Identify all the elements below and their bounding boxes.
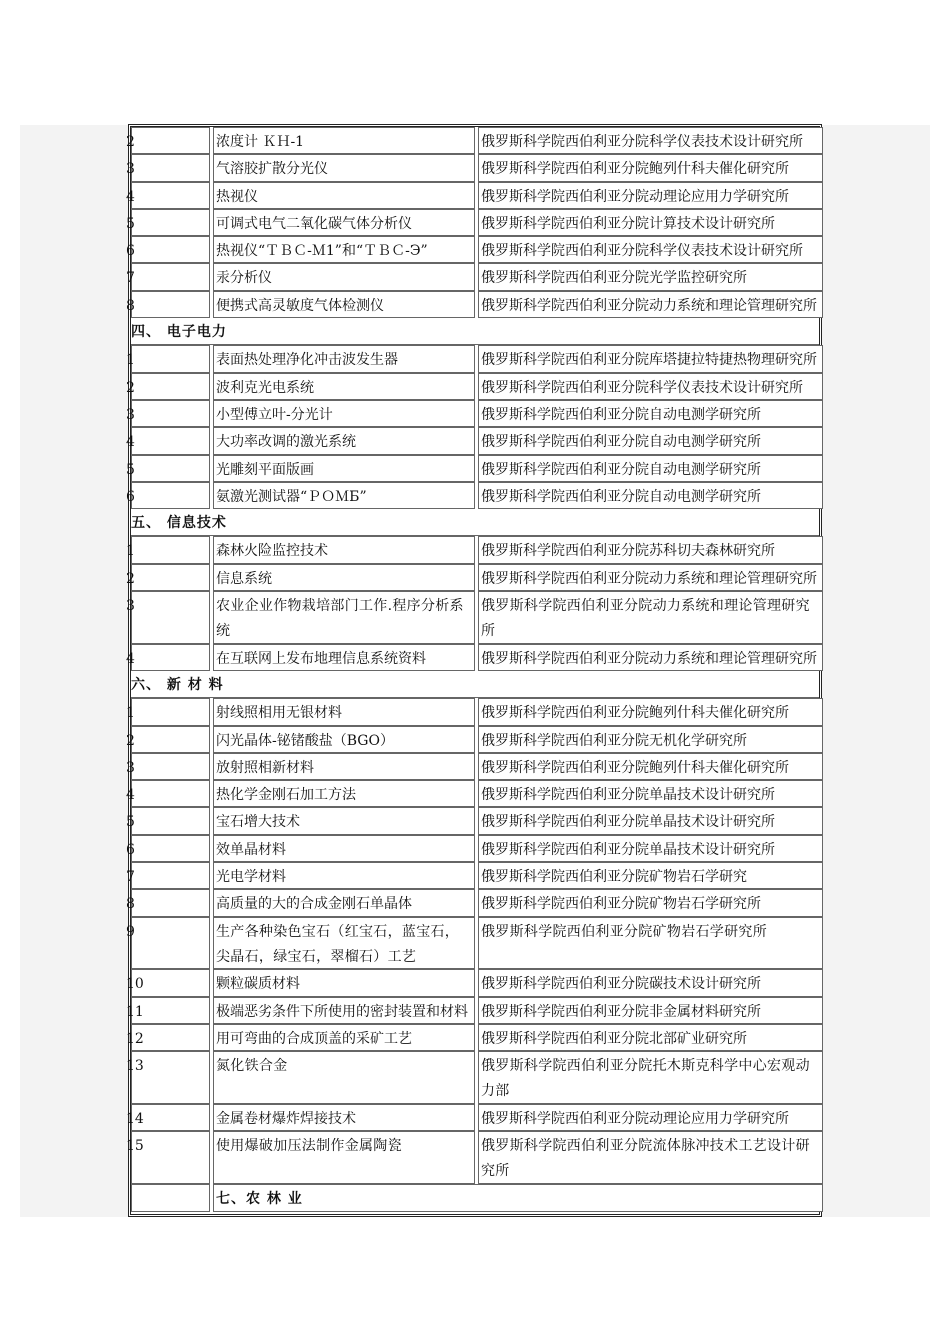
table-row	[126, 862, 819, 889]
document-table	[128, 124, 822, 1217]
institute-cell: 俄罗斯科学院西伯利亚分院北部矿业研究所	[478, 1024, 823, 1051]
row-number-cell: 7	[131, 862, 210, 889]
table-row	[126, 1104, 819, 1131]
institute-cell: 俄罗斯科学院西伯利亚分院动力系统和理论管理研究所	[478, 591, 823, 644]
row-number-cell: 1	[131, 345, 210, 372]
institute-cell: 俄罗斯科学院西伯利亚分院科学仪表技术设计研究所	[478, 236, 823, 263]
table-row	[126, 427, 819, 454]
institute-cell: 俄罗斯科学院西伯利亚分院鲍列什科夫催化研究所	[478, 154, 823, 181]
table-row	[126, 127, 819, 154]
row-number-cell: 3	[131, 591, 210, 644]
section-header-row	[131, 671, 819, 698]
institute-cell: 俄罗斯科学院西伯利亚分院自动电测学研究所	[478, 427, 823, 454]
row-number-cell: 4	[131, 427, 210, 454]
item-name-cell: 极端恶劣条件下所使用的密封装置和材料	[213, 997, 475, 1024]
row-number-cell: 4	[131, 644, 210, 671]
table-row	[126, 835, 819, 862]
section-title: 四、 电子电力	[131, 318, 819, 345]
table-row	[126, 889, 819, 916]
row-number-cell: 8	[131, 291, 210, 318]
item-name-cell: 效单晶材料	[213, 835, 475, 862]
section-title: 五、 信息技术	[131, 509, 819, 536]
item-name-cell: 热视仪“ＴＢＣ-Ｍ1”和“ＴＢＣ-Э”	[213, 236, 475, 263]
institute-cell: 俄罗斯科学院西伯利亚分院光学监控研究所	[478, 263, 823, 290]
item-name-cell: 可调式电气二氧化碳气体分析仪	[213, 209, 475, 236]
institute-cell: 俄罗斯科学院西伯利亚分院动力系统和理论管理研究所	[478, 564, 823, 591]
row-number-cell: 1	[131, 698, 210, 725]
row-number-cell: 5	[131, 455, 210, 482]
table-row	[126, 753, 819, 780]
row-number-cell: 13	[131, 1051, 210, 1104]
row-number-cell: 6	[131, 236, 210, 263]
item-name-cell: 在互联网上发布地理信息系统资料	[213, 644, 475, 671]
item-name-cell: 宝石增大技术	[213, 807, 475, 834]
table-row	[126, 564, 819, 591]
item-name-cell: 光电学材料	[213, 862, 475, 889]
table-row	[126, 1131, 819, 1184]
item-name-cell: 射线照相用无银材料	[213, 698, 475, 725]
row-number-cell: 5	[131, 807, 210, 834]
item-name-cell: 大功率改调的激光系统	[213, 427, 475, 454]
item-name-cell: 高质量的大的合成金刚石单晶体	[213, 889, 475, 916]
section-title: 六、 新 材 料	[131, 671, 819, 698]
table-row	[126, 455, 819, 482]
row-number-cell: 10	[131, 969, 210, 996]
institute-cell: 俄罗斯科学院西伯利亚分院科学仪表技术设计研究所	[478, 373, 823, 400]
item-name-cell: 颗粒碳质材料	[213, 969, 475, 996]
institute-cell: 俄罗斯科学院西伯利亚分院鲍列什科夫催化研究所	[478, 698, 823, 725]
item-name-cell: 生产各种染色宝石（红宝石，蓝宝石，尖晶石，绿宝石，翠榴石）工艺	[213, 917, 475, 970]
institute-cell: 俄罗斯科学院西伯利亚分院矿物岩石学研究所	[478, 889, 823, 916]
table-row	[126, 482, 819, 509]
row-number-cell: 9	[131, 917, 210, 970]
item-name-cell: 气溶胶扩散分光仪	[213, 154, 475, 181]
institute-cell: 俄罗斯科学院西伯利亚分院矿物岩石学研究所	[478, 917, 823, 970]
item-name-cell: 便携式高灵敏度气体检测仪	[213, 291, 475, 318]
row-number-cell: 2	[131, 127, 210, 154]
institute-cell: 俄罗斯科学院西伯利亚分院单晶技术设计研究所	[478, 835, 823, 862]
table-row	[126, 182, 819, 209]
item-name-cell: 热视仪	[213, 182, 475, 209]
row-number-cell: 14	[131, 1104, 210, 1131]
institute-cell: 俄罗斯科学院西伯利亚分院自动电测学研究所	[478, 482, 823, 509]
item-name-cell: 波利克光电系统	[213, 373, 475, 400]
section-header-row	[131, 1184, 819, 1212]
institute-cell: 俄罗斯科学院西伯利亚分院单晶技术设计研究所	[478, 780, 823, 807]
row-number-cell: 7	[131, 263, 210, 290]
table-row	[126, 291, 819, 318]
row-number-cell: 3	[131, 753, 210, 780]
row-number-cell: 4	[131, 780, 210, 807]
item-name-cell: 闪光晶体-铋锗酸盐（BGO）	[213, 726, 475, 753]
item-name-cell: 表面热处理净化冲击波发生器	[213, 345, 475, 372]
row-number-cell: 15	[131, 1131, 210, 1184]
table-row	[126, 780, 819, 807]
section-header-row	[131, 509, 819, 536]
institute-cell: 俄罗斯科学院西伯利亚分院库塔捷拉特捷热物理研究所	[478, 345, 823, 372]
table-row	[126, 807, 819, 834]
institute-cell: 俄罗斯科学院西伯利亚分院苏科切夫森林研究所	[478, 536, 823, 563]
institute-cell: 俄罗斯科学院西伯利亚分院自动电测学研究所	[478, 455, 823, 482]
row-number-cell: 2	[131, 373, 210, 400]
table-row	[126, 236, 819, 263]
section-header-row	[131, 318, 819, 345]
item-name-cell: 森林火险监控技术	[213, 536, 475, 563]
table-row	[126, 345, 819, 372]
institute-cell: 俄罗斯科学院西伯利亚分院动理论应用力学研究所	[478, 1104, 823, 1131]
item-name-cell: 放射照相新材料	[213, 753, 475, 780]
row-number-cell: 3	[131, 400, 210, 427]
table-row	[126, 726, 819, 753]
row-number-cell: 2	[131, 564, 210, 591]
row-number-cell	[131, 1184, 210, 1212]
item-name-cell: 信息系统	[213, 564, 475, 591]
institute-cell: 俄罗斯科学院西伯利亚分院无机化学研究所	[478, 726, 823, 753]
row-number-cell: 12	[131, 1024, 210, 1051]
table-row	[126, 536, 819, 563]
row-number-cell: 8	[131, 889, 210, 916]
row-number-cell: 4	[131, 182, 210, 209]
item-name-cell: 金属卷材爆炸焊接技术	[213, 1104, 475, 1131]
table-row	[126, 917, 819, 970]
item-name-cell: 浓度计 ＫＨ-1	[213, 127, 475, 154]
table-row	[126, 969, 819, 996]
table-row	[126, 373, 819, 400]
institute-cell: 俄罗斯科学院西伯利亚分院动力系统和理论管理研究所	[478, 291, 823, 318]
item-name-cell: 氨激光测试器“ＰＯＭБ”	[213, 482, 475, 509]
row-number-cell: 5	[131, 209, 210, 236]
section-title: 七、农 林 业	[213, 1184, 823, 1212]
institute-cell: 俄罗斯科学院西伯利亚分院非金属材料研究所	[478, 997, 823, 1024]
item-name-cell: 氮化铁合金	[213, 1051, 475, 1104]
item-name-cell: 小型傅立叶-分光计	[213, 400, 475, 427]
table-row	[126, 698, 819, 725]
table-row	[126, 997, 819, 1024]
institute-cell: 俄罗斯科学院西伯利亚分院自动电测学研究所	[478, 400, 823, 427]
table-row	[126, 400, 819, 427]
table-row	[126, 154, 819, 181]
institute-cell: 俄罗斯科学院西伯利亚分院鲍列什科夫催化研究所	[478, 753, 823, 780]
item-name-cell: 光雕刻平面版画	[213, 455, 475, 482]
institute-cell: 俄罗斯科学院西伯利亚分院碳技术设计研究所	[478, 969, 823, 996]
table-row	[126, 263, 819, 290]
row-number-cell: 6	[131, 835, 210, 862]
item-name-cell: 农业企业作物栽培部门工作.程序分析系统	[213, 591, 475, 644]
table-row	[126, 1051, 819, 1104]
item-name-cell: 热化学金刚石加工方法	[213, 780, 475, 807]
institute-cell: 俄罗斯科学院西伯利亚分院流体脉冲技术工艺设计研究所	[478, 1131, 823, 1184]
item-name-cell: 用可弯曲的合成顶盖的采矿工艺	[213, 1024, 475, 1051]
table-row	[126, 644, 819, 671]
item-name-cell: 汞分析仪	[213, 263, 475, 290]
institute-cell: 俄罗斯科学院西伯利亚分院单晶技术设计研究所	[478, 807, 823, 834]
institute-cell: 俄罗斯科学院西伯利亚分院动理论应用力学研究所	[478, 182, 823, 209]
institute-cell: 俄罗斯科学院西伯利亚分院计算技术设计研究所	[478, 209, 823, 236]
institute-cell: 俄罗斯科学院西伯利亚分院动力系统和理论管理研究所	[478, 644, 823, 671]
row-number-cell: 1	[131, 536, 210, 563]
table-row	[126, 591, 819, 644]
row-number-cell: 6	[131, 482, 210, 509]
row-number-cell: 3	[131, 154, 210, 181]
table-row	[126, 1024, 819, 1051]
institute-cell: 俄罗斯科学院西伯利亚分院矿物岩石学研究	[478, 862, 823, 889]
row-number-cell: 2	[131, 726, 210, 753]
row-number-cell: 11	[131, 997, 210, 1024]
item-name-cell: 使用爆破加压法制作金属陶瓷	[213, 1131, 475, 1184]
institute-cell: 俄罗斯科学院西伯利亚分院托木斯克科学中心宏观动力部	[478, 1051, 823, 1104]
table-row	[126, 209, 819, 236]
institute-cell: 俄罗斯科学院西伯利亚分院科学仪表技术设计研究所	[478, 127, 823, 154]
